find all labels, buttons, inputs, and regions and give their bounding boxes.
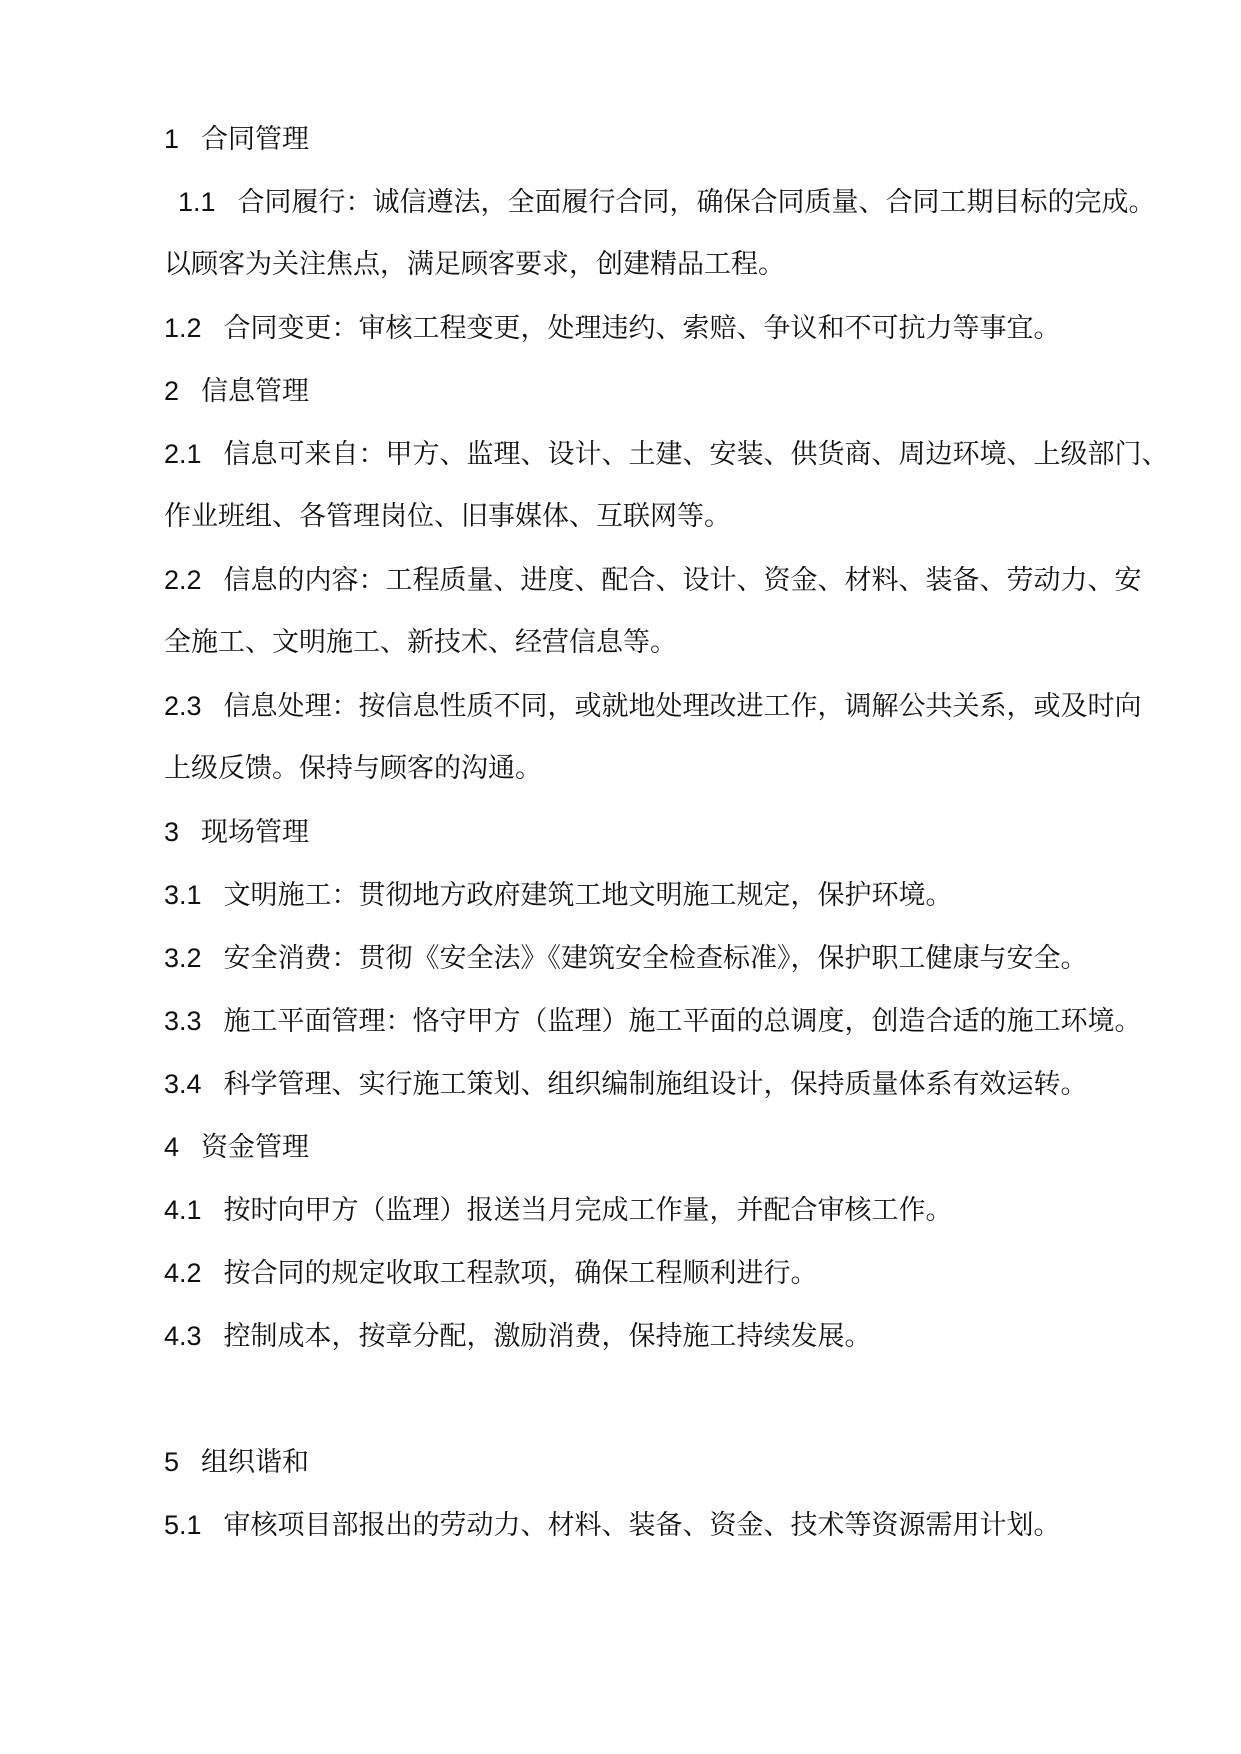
paragraph-1-1-continued (164, 247, 1154, 283)
item-number: 5.1 (164, 1510, 202, 1540)
section-heading-3 (164, 814, 1154, 851)
section-heading-4 (164, 1129, 1154, 1166)
item-number: 3.4 (164, 1069, 202, 1099)
item-text: 信息处理：按信息性质不同，或就地处理改进工作，调解公共关系，或及时向 (223, 691, 1142, 722)
item-number: 4 (164, 1132, 180, 1162)
item-number: 1.2 (164, 313, 202, 343)
paragraph-2-3-continued (164, 751, 1154, 787)
item-text: 全施工、文明施工、新技术、经营信息等。 (164, 627, 677, 658)
item-text: 合同履行：诚信遵法，全面履行合同，确保合同质量、合同工期目标的完成。 (237, 187, 1156, 218)
section-heading-1 (164, 121, 1154, 158)
item-number: 1 (164, 124, 180, 154)
paragraph-4-3 (164, 1318, 1154, 1355)
item-number: 4.2 (164, 1258, 202, 1288)
paragraph-3-4 (164, 1066, 1154, 1103)
item-text: 科学管理、实行施工策划、组织编制施组设计，保持质量体系有效运转。 (223, 1069, 1088, 1100)
item-number: 3 (164, 817, 180, 847)
item-text: 文明施工：贯彻地方政府建筑工地文明施工规定，保护环境。 (223, 880, 953, 911)
item-number: 1.1 (178, 187, 216, 217)
item-number: 3.2 (164, 943, 202, 973)
item-text: 作业班组、各管理岗位、旧事媒体、互联网等。 (164, 501, 731, 532)
paragraph-2-1 (164, 436, 1169, 473)
section-heading-5 (164, 1444, 1154, 1481)
item-text: 信息可来自：甲方、监理、设计、土建、安装、供货商、周边环境、上级部门、 (223, 439, 1169, 470)
item-text: 资金管理 (201, 1132, 310, 1163)
item-text: 上级反馈。保持与顾客的沟通。 (164, 753, 542, 784)
item-number: 2.2 (164, 565, 202, 595)
item-number: 5 (164, 1447, 180, 1477)
paragraph-1-1 (178, 184, 1168, 221)
item-text: 按合同的规定收取工程款项，确保工程顺利进行。 (223, 1258, 818, 1289)
item-text: 合同变更：审核工程变更，处理违约、索赔、争议和不可抗力等事宜。 (223, 313, 1061, 344)
item-text: 现场管理 (201, 817, 310, 848)
paragraph-3-1 (164, 877, 1154, 914)
item-text: 安全消费：贯彻《安全法》《建筑安全检查标准》，保护职工健康与安全。 (223, 943, 1088, 974)
item-text: 审核项目部报出的劳动力、材料、装备、资金、技术等资源需用计划。 (223, 1510, 1061, 1541)
paragraph-3-2 (164, 940, 1154, 977)
item-text: 控制成本，按章分配，激励消费，保持施工持续发展。 (223, 1321, 872, 1352)
item-text: 组织谐和 (201, 1447, 310, 1478)
paragraph-4-2 (164, 1255, 1154, 1292)
paragraph-3-3 (164, 1003, 1154, 1040)
item-number: 3.1 (164, 880, 202, 910)
item-number: 2.1 (164, 439, 202, 469)
item-number: 4.1 (164, 1195, 202, 1225)
paragraph-2-2 (164, 562, 1154, 599)
item-text: 合同管理 (201, 124, 310, 155)
item-text: 按时向甲方（监理）报送当月完成工作量，并配合审核工作。 (223, 1195, 953, 1226)
item-text: 施工平面管理：恪守甲方（监理）施工平面的总调度，创造合适的施工环境。 (223, 1006, 1142, 1037)
item-number: 3.3 (164, 1006, 202, 1036)
section-heading-2 (164, 373, 1154, 410)
item-text: 信息的内容：工程质量、进度、配合、设计、资金、材料、装备、劳动力、安 (223, 565, 1142, 596)
item-text: 信息管理 (201, 376, 310, 407)
paragraph-2-3 (164, 688, 1154, 725)
item-number: 2.3 (164, 691, 202, 721)
paragraph-5-1 (164, 1507, 1154, 1544)
item-number: 2 (164, 376, 180, 406)
paragraph-1-2 (164, 310, 1154, 347)
item-number: 4.3 (164, 1321, 202, 1351)
paragraph-4-1 (164, 1192, 1154, 1229)
paragraph-2-1-continued (164, 499, 1154, 535)
item-text: 以顾客为关注焦点，满足顾客要求，创建精品工程。 (164, 249, 785, 280)
paragraph-2-2-continued (164, 625, 1154, 661)
